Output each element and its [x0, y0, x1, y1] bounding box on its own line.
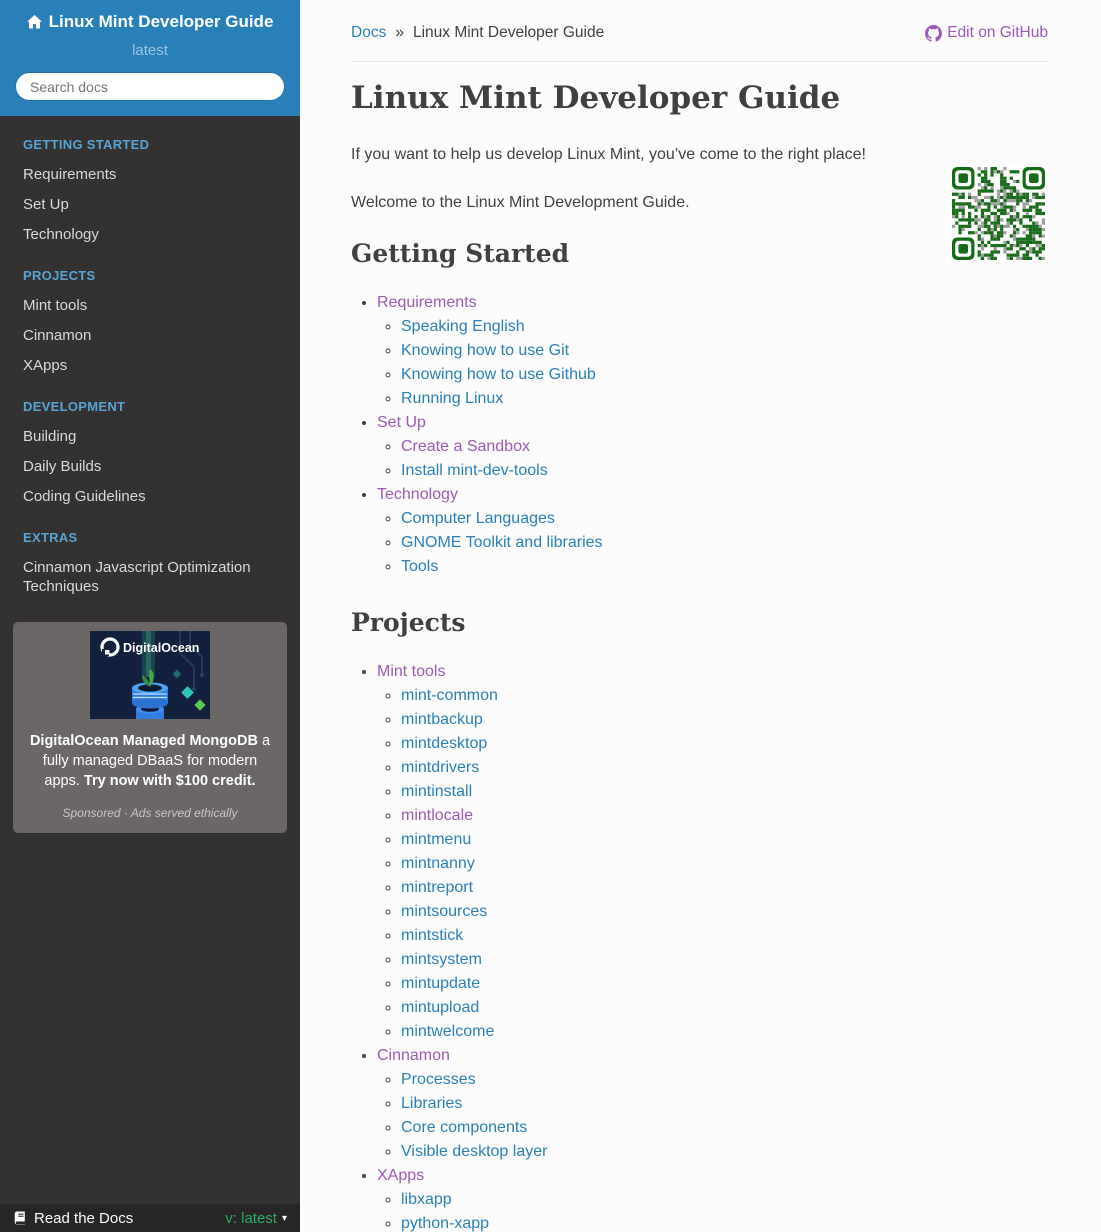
- toc-subitem: [401, 507, 1048, 531]
- toc-subitem: [401, 948, 1048, 972]
- home-icon: [27, 15, 42, 29]
- toc-link-mintsources[interactable]: mintsources: [401, 903, 488, 920]
- toc-subitem: [401, 1092, 1048, 1116]
- ad-cta: Try now with $100 credit.: [83, 773, 256, 789]
- toc-subitem: [401, 756, 1048, 780]
- toc-subitem: [401, 459, 1048, 483]
- toc-link-mintsystem[interactable]: mintsystem: [401, 951, 482, 968]
- intro-paragraph-1: If you want to help us develop Linux Mint, you’ve come to the right place!: [351, 146, 866, 163]
- toc-link-knowing-how-to-use-github[interactable]: Knowing how to use Github: [401, 366, 596, 383]
- toc-subitem: [401, 684, 1048, 708]
- toc-subitem: [401, 972, 1048, 996]
- toc-link-visible-desktop-layer[interactable]: Visible desktop layer: [401, 1143, 548, 1160]
- edit-on-github-label: Edit on GitHub: [947, 24, 1048, 41]
- toc-link-libraries[interactable]: Libraries: [401, 1095, 463, 1112]
- sidebar-item-cinnamon[interactable]: Cinnamon: [23, 326, 92, 344]
- intro-paragraph-2: Welcome to the Linux Mint Development Guide.: [351, 194, 690, 211]
- toc-subitem: [401, 531, 1048, 555]
- sidebar-item-technology[interactable]: Technology: [23, 225, 99, 243]
- toc-link-mintupload[interactable]: mintupload: [401, 999, 480, 1016]
- toc-link-mintdrivers[interactable]: mintdrivers: [401, 759, 480, 776]
- toc-subitem: [401, 708, 1048, 732]
- toc-link-mintnanny[interactable]: mintnanny: [401, 855, 475, 872]
- sidebar-item-xapps[interactable]: XApps: [23, 356, 68, 374]
- toc-link-mintdesktop[interactable]: mintdesktop: [401, 735, 488, 752]
- toc-link-cinnamon[interactable]: Cinnamon: [377, 1047, 450, 1064]
- breadcrumb-current: Linux Mint Developer Guide: [412, 24, 605, 41]
- sidebar-nav: [0, 116, 300, 601]
- rtd-version-label: v: latest: [225, 1209, 277, 1227]
- breadcrumb: [351, 24, 1048, 42]
- toc-subitem: [401, 315, 1048, 339]
- toc-subitem: [401, 339, 1048, 363]
- toc-sublist: [401, 1188, 1048, 1232]
- toc-link-core-components[interactable]: Core components: [401, 1119, 528, 1136]
- toc-link-mintbackup[interactable]: mintbackup: [401, 711, 483, 728]
- toc-link-technology[interactable]: Technology: [377, 486, 458, 503]
- sidebar-section-caption-extras: EXTRAS: [23, 530, 78, 545]
- sidebar-item-cinnamon-javascript-optimization-techniques[interactable]: Cinnamon Javascript Optimization Techniques: [23, 558, 251, 595]
- toc-link-xapps[interactable]: XApps: [377, 1167, 425, 1184]
- ad-title: DigitalOcean Managed MongoDB: [29, 733, 258, 749]
- toc-subitem: [401, 1188, 1048, 1212]
- toc-link-set-up[interactable]: Set Up: [377, 414, 426, 431]
- toc-subitem: [401, 1212, 1048, 1232]
- ad-body: a fully managed DBaaS for modern apps.: [42, 733, 271, 789]
- caret-down-icon: ▾: [281, 1212, 287, 1224]
- toc-subitem: [401, 828, 1048, 852]
- project-title: Linux Mint Developer Guide: [48, 12, 274, 31]
- toc-link-create-a-sandbox[interactable]: Create a Sandbox: [401, 438, 530, 455]
- toc-subitem: [401, 900, 1048, 924]
- toc-link-mint-tools[interactable]: Mint tools: [377, 663, 446, 680]
- ad-image-digitalocean[interactable]: [90, 631, 210, 719]
- toc-subitem: [401, 732, 1048, 756]
- page-title: Linux Mint Developer Guide: [351, 80, 841, 116]
- sidebar-section-caption-projects: PROJECTS: [23, 268, 96, 283]
- sidebar-section-caption-development: DEVELOPMENT: [23, 399, 126, 414]
- toc-subitem: [401, 435, 1048, 459]
- ad-text: [25, 731, 275, 791]
- github-icon: [925, 25, 942, 42]
- toc-link-mintreport[interactable]: mintreport: [401, 879, 474, 896]
- toc-subitem: [401, 924, 1048, 948]
- breadcrumb-separator: »: [395, 24, 404, 41]
- toc-sublist: [401, 435, 1048, 483]
- toc-subitem: [401, 852, 1048, 876]
- toc-list: [377, 291, 1048, 579]
- toc-link-requirements[interactable]: Requirements: [377, 294, 477, 311]
- toc-subitem: [401, 1068, 1048, 1092]
- ad-card[interactable]: [13, 622, 287, 833]
- toc-item: [377, 411, 1048, 483]
- section-heading-projects: Projects: [351, 608, 466, 637]
- project-home-link[interactable]: [27, 12, 274, 32]
- sidebar-item-coding-guidelines[interactable]: Coding Guidelines: [23, 487, 146, 505]
- toc-subitem: [401, 1020, 1048, 1044]
- rtd-bar-label: Read the Docs: [34, 1209, 134, 1227]
- toc-link-mintlocale[interactable]: mintlocale: [401, 807, 474, 824]
- sidebar-section-caption-getting-started: GETTING STARTED: [23, 137, 150, 152]
- toc-subitem: [401, 804, 1048, 828]
- toc-link-tools[interactable]: Tools: [401, 558, 439, 575]
- sidebar-item-requirements[interactable]: Requirements: [23, 165, 117, 183]
- sidebar-item-daily-builds[interactable]: Daily Builds: [23, 457, 102, 475]
- qr-code-svg: [952, 167, 1045, 260]
- toc-link-gnome-toolkit-and-libraries[interactable]: GNOME Toolkit and libraries: [401, 534, 603, 551]
- toc-sublist: [401, 507, 1048, 579]
- toc-link-python-xapp[interactable]: python-xapp: [401, 1215, 490, 1232]
- qr-code: [948, 165, 1049, 261]
- sidebar-item-building[interactable]: Building: [23, 427, 77, 445]
- sidebar-header: [0, 0, 300, 116]
- svg-text:DigitalOcean: DigitalOcean: [123, 641, 200, 655]
- toc-link-mintmenu[interactable]: mintmenu: [401, 831, 472, 848]
- toc-subitem: [401, 996, 1048, 1020]
- toc-list: [377, 660, 1048, 1232]
- toc-link-libxapp[interactable]: libxapp: [401, 1191, 452, 1208]
- toc-link-mintwelcome[interactable]: mintwelcome: [401, 1023, 495, 1040]
- toc-link-mintstick[interactable]: mintstick: [401, 927, 464, 944]
- sidebar-item-set-up[interactable]: Set Up: [23, 195, 69, 213]
- main-content: [300, 0, 1101, 1232]
- toc-sublist: [401, 315, 1048, 411]
- sidebar: [0, 0, 300, 1232]
- toc-link-install-mint-dev-tools[interactable]: Install mint-dev-tools: [401, 462, 548, 479]
- toc-item: [377, 1164, 1048, 1232]
- toc-sublist: [401, 1068, 1048, 1164]
- toc-subitem: [401, 1140, 1048, 1164]
- sidebar-item-mint-tools[interactable]: Mint tools: [23, 296, 88, 314]
- toc-link-mintupdate[interactable]: mintupdate: [401, 975, 481, 992]
- toc-subitem: [401, 363, 1048, 387]
- rtd-version-flyout[interactable]: [0, 1204, 300, 1232]
- toc-link-computer-languages[interactable]: Computer Languages: [401, 510, 555, 527]
- edit-on-github-link[interactable]: [925, 24, 1048, 42]
- toc-item: [377, 483, 1048, 579]
- toc-link-processes[interactable]: Processes: [401, 1071, 476, 1088]
- section-heading-getting-started: Getting Started: [351, 239, 570, 268]
- toc-item: [377, 660, 1048, 1044]
- toc-link-speaking-english[interactable]: Speaking English: [401, 318, 525, 335]
- breadcrumb-docs-link[interactable]: Docs: [351, 24, 387, 41]
- toc-link-knowing-how-to-use-git[interactable]: Knowing how to use Git: [401, 342, 570, 359]
- toc-item: [377, 1044, 1048, 1164]
- ad-sponsor-line: Sponsored · Ads served ethically: [62, 806, 238, 820]
- toc-link-running-linux[interactable]: Running Linux: [401, 390, 504, 407]
- content-sections: [351, 239, 1048, 1232]
- toc-item: [377, 291, 1048, 411]
- breadcrumb-divider: [351, 61, 1048, 62]
- toc-subitem: [401, 387, 1048, 411]
- toc-sublist: [401, 684, 1048, 1044]
- toc-link-mint-common[interactable]: mint-common: [401, 687, 498, 704]
- toc-subitem: [401, 555, 1048, 579]
- toc-subitem: [401, 876, 1048, 900]
- toc-link-mintinstall[interactable]: mintinstall: [401, 783, 473, 800]
- toc-subitem: [401, 780, 1048, 804]
- search-input[interactable]: [15, 72, 285, 101]
- toc-subitem: [401, 1116, 1048, 1140]
- version-label: latest: [132, 42, 168, 59]
- book-icon: [13, 1211, 27, 1225]
